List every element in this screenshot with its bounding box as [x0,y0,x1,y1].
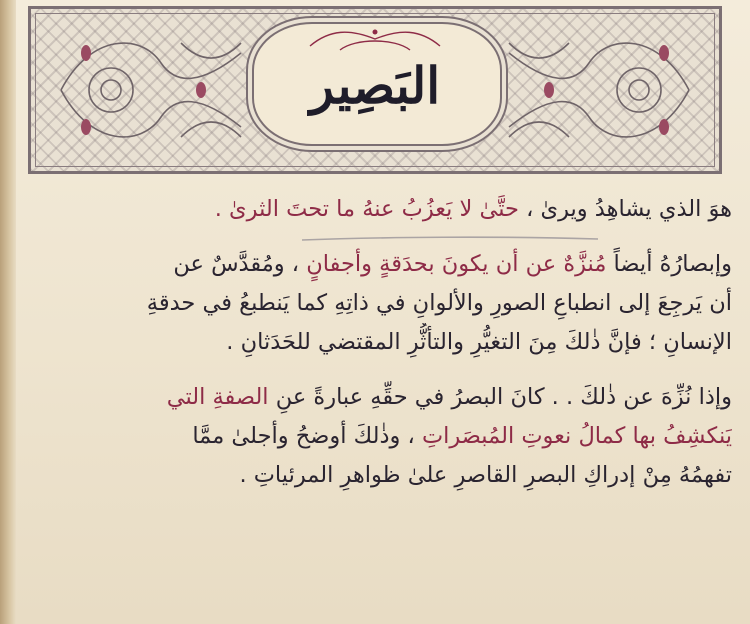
paragraph-2-text-b: ، ومُقدَّسٌ عن [173,251,307,277]
right-arabesque-ornament [499,23,699,157]
paragraph-3-text-b: ، وذٰلكَ أوضحُ وأجلىٰ ممَّا [192,423,422,449]
paragraph-1-line-1 [22,190,732,229]
paragraph-2-line-2: أن يَرجِعَ إلى انطباعِ الصورِ والألوانِ في ذاتِهِ كما يَنطبعُ في حدقةِ [146,290,732,316]
paragraph-3-line-1 [22,378,732,417]
paragraph-2-highlight: مُنزَّهٌ عن أن يكونَ بحدَقةٍ وأجفانٍ [306,251,607,277]
paragraph-1-highlight: حتَّىٰ لا يَعزُبُ عنهُ ما تحتَ الثرىٰ . [214,196,519,222]
pencil-underline [300,234,600,244]
left-arabesque-ornament [51,23,251,157]
paragraph-2-line-3: الإنسانِ ؛ فإنَّ ذٰلكَ مِنَ التغيُّرِ والتأثُّرِ المقتضي للحَدَثانِ . [226,329,732,355]
page-binding-edge [0,0,16,624]
paragraph-3-line-2 [22,417,732,456]
paragraph-2-line-1 [22,245,732,284]
paragraph-2-text-a: وإبصارُهُ أيضاً [606,251,732,277]
paragraph-3-line-3: تفهمُهُ مِنْ إدراكِ البصرِ القاصرِ علىٰ ظواهرِ المرئياتِ . [239,462,732,488]
paragraph-3-text-a: وإذا نُزِّهَ عن ذٰلكَ . . كانَ البصرُ في حقِّهِ عبارةً عنِ [268,384,732,410]
paragraph-1-text: هوَ الذي يشاهِدُ ويرىٰ ، [518,196,732,222]
paragraph-3-highlight-b: يَنكشِفُ بها كمالُ نعوتِ المُبصَراتِ [421,423,732,449]
page-title: البَصِير [309,56,441,115]
paragraph-3-highlight-a: الصفةِ التي [166,384,269,410]
